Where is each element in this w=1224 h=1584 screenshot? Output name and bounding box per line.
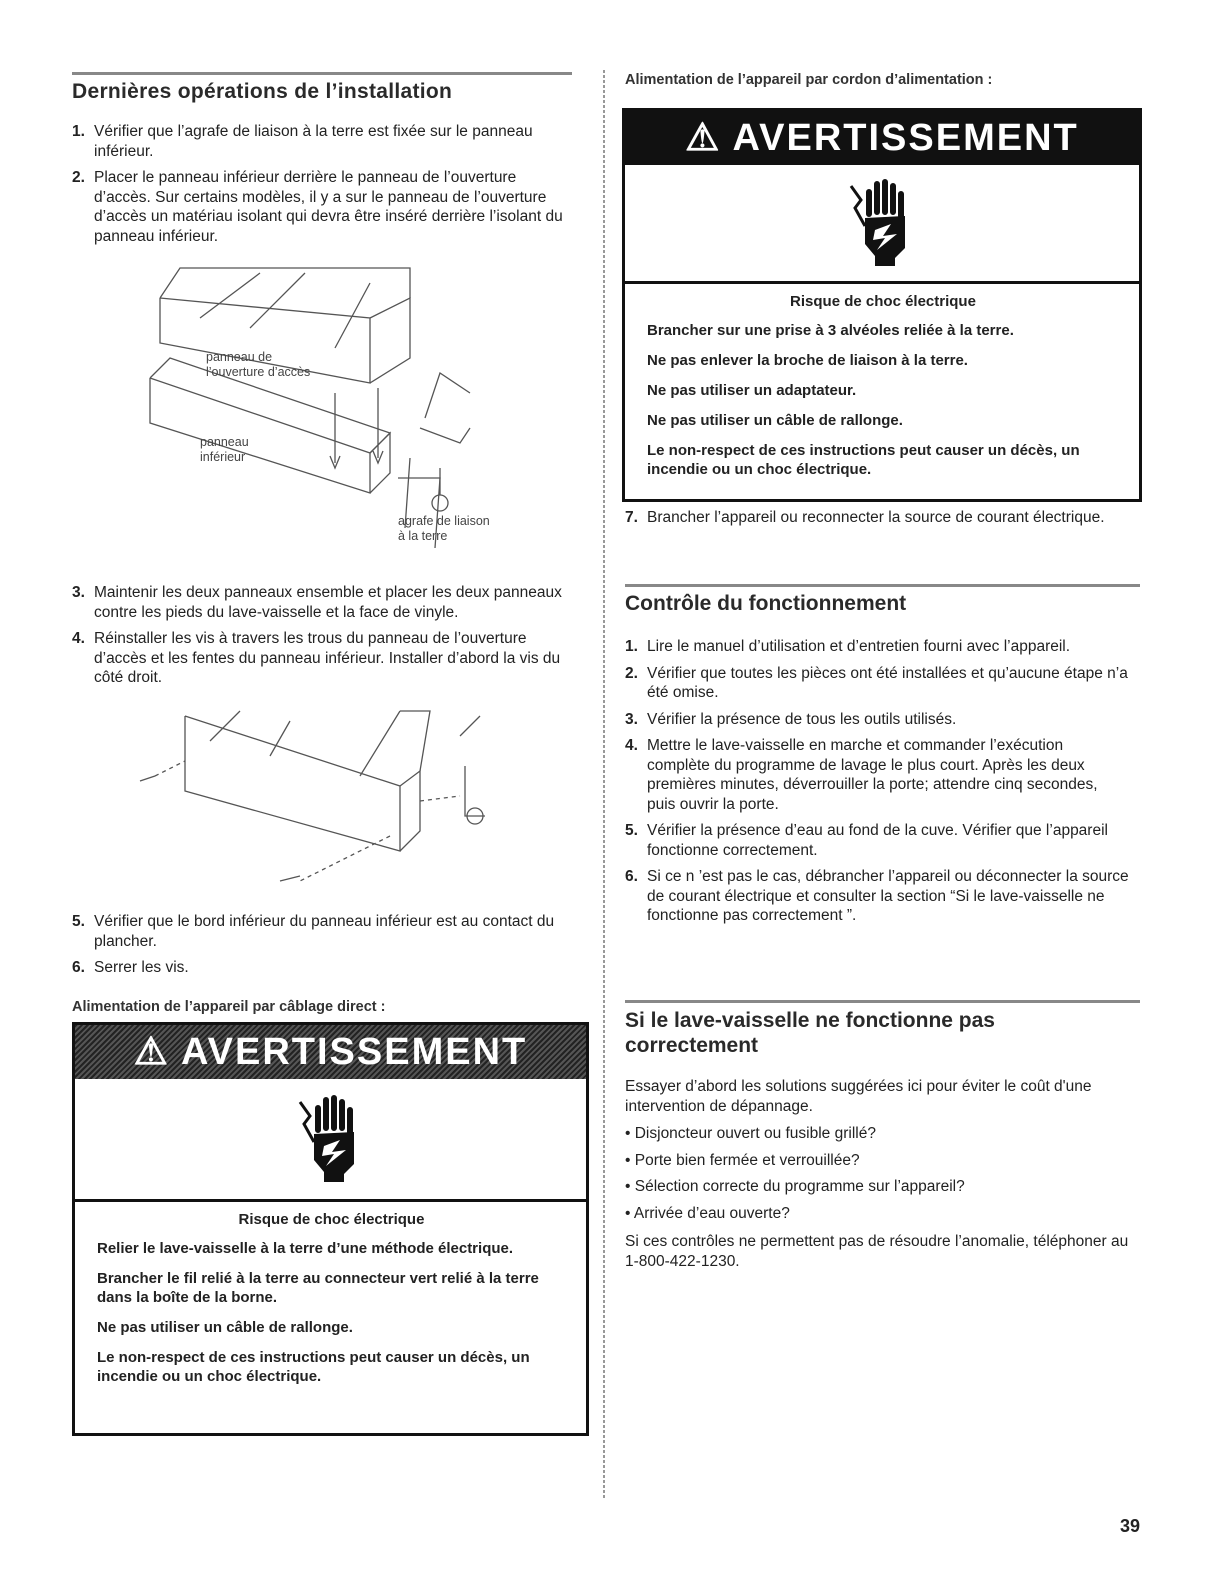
warning-line: Le non-respect de ces instructions peut causer un décès, un incendie ou un choc électrique. — [647, 442, 1080, 478]
list-item: 2. Vérifier que toutes les pièces ont été installées et qu’aucune étape n’a été omise. — [625, 664, 1128, 701]
step-7-list — [625, 508, 1130, 535]
list-item: 4. Réinstaller les vis à travers les trous du panneau de l’ouverture d’accès et les fentes du panneau inférieur. Installer d’abord la vis du côté droit. — [72, 630, 561, 686]
list-item: • Sélection correcte du programme sur l’appareil? — [625, 1178, 965, 1195]
subhead-direct-wiring: Alimentation de l’appareil par câblage direct : — [72, 999, 386, 1015]
section-rule — [72, 72, 572, 75]
warning-line: Ne pas utiliser un câble de rallonge. — [647, 412, 903, 429]
list-item: 3. Maintenir les deux panneaux ensemble et placer les deux panneaux contre les pieds du lave-vaisselle et la face de vinyle. — [72, 584, 562, 621]
section-title-operation-check: Contrôle du fonctionnement — [625, 592, 907, 615]
label-lower-panel-2: inférieur — [200, 450, 246, 464]
label-access-panel-1: panneau de — [206, 350, 273, 364]
label-lower-panel-1: panneau — [200, 435, 249, 449]
list-item: 6. Si ce n ’est pas le cas, débrancher l’appareil ou déconnecter la source de courant électrique et consulter la section “Si le lave-vaisselle ne fonctionne pas correctement ”. — [625, 868, 1129, 924]
troubleshooting-bullets — [625, 1124, 1130, 1230]
section-title-final-operations: Dernières opérations de l’installation — [72, 80, 453, 103]
warning-title: Risque de choc électrique — [238, 1211, 425, 1228]
page-number: 39 — [1120, 1516, 1141, 1536]
list-item: 1. Lire le manuel d’utilisation et d’entretien fourni avec l’appareil. — [625, 638, 1071, 655]
electric-shock-hand-icon — [847, 178, 917, 268]
label-ground-clip-1: agrafe de liaison — [398, 514, 490, 528]
section-title-troubleshooting: Si le lave-vaisselle ne fonctionne pas correctement — [625, 1009, 995, 1057]
warning-title: Risque de choc électrique — [790, 293, 976, 310]
steps-list-b — [72, 583, 582, 695]
subhead-power-cord: Alimentation de l’appareil par cordon d’alimentation : — [625, 72, 993, 88]
warning-line: Brancher sur une prise à 3 alvéoles reliée à la terre. — [647, 322, 1014, 339]
warning-line: Ne pas enlever la broche de liaison à la terre. — [647, 352, 968, 369]
operation-check-steps — [625, 637, 1130, 933]
warning-text — [625, 284, 1139, 494]
electric-shock-hand-icon — [296, 1094, 366, 1184]
list-item: 5. Vérifier que le bord inférieur du panneau inférieur est au contact du plancher. — [72, 913, 555, 950]
shock-hazard-row — [625, 165, 1139, 284]
warning-line: Brancher le fil relié à la terre au connecteur vert relié à la terre dans la boîte de la borne. — [97, 1270, 539, 1306]
troubleshooting-intro: Essayer d’abord les solutions suggérées ici pour éviter le coût d'une intervention de dépannage. — [625, 1078, 1092, 1115]
warning-box-direct-wiring — [72, 1022, 589, 1436]
warning-text — [75, 1202, 586, 1401]
column-divider — [603, 70, 605, 1498]
steps-list-a — [72, 122, 572, 253]
shock-hazard-row — [75, 1079, 586, 1202]
list-item: 5. Vérifier la présence d’eau au fond de la cuve. Vérifier que l’appareil fonctionne correctement. — [625, 822, 1108, 859]
warning-line: Relier le lave-vaisselle à la terre d’une méthode électrique. — [97, 1240, 514, 1257]
section-rule — [625, 584, 1140, 587]
warning-line: Ne pas utiliser un adaptateur. — [647, 382, 857, 399]
panel-assembly-figure — [140, 258, 520, 558]
label-access-panel-2: l’ouverture d’accès — [206, 365, 311, 379]
list-item: • Disjoncteur ouvert ou fusible grillé? — [625, 1125, 876, 1142]
warning-line: Le non-respect de ces instructions peut causer un décès, un incendie ou un choc électrique. — [97, 1349, 530, 1385]
warning-banner: ⚠ AVERTISSEMENT — [75, 1025, 586, 1079]
warning-triangle-icon: ⚠ — [685, 117, 722, 159]
list-item: • Porte bien fermée et verrouillée? — [625, 1151, 860, 1169]
section-rule — [625, 1000, 1140, 1003]
list-item: 2. Placer le panneau inférieur derrière le panneau de l’ouverture d’accès. Sur certains modèles, il y a sur le panneau de l’ouverture d’accès un matériau isolant qui devra être inséré derrière l’isolant du panneau inférieur. — [72, 169, 563, 245]
steps-list-c — [72, 912, 582, 985]
warning-triangle-icon: ⚠ — [133, 1031, 170, 1073]
warning-banner: ⚠ AVERTISSEMENT — [625, 111, 1139, 165]
warning-line: Ne pas utiliser un câble de rallonge. — [97, 1319, 353, 1336]
list-item: 3. Vérifier la présence de tous les outils utilisés. — [625, 710, 957, 728]
warning-box-power-cord — [622, 108, 1142, 502]
label-ground-clip-2: à la terre — [398, 529, 448, 543]
list-item: 1. Vérifier que l’agrafe de liaison à la terre est fixée sur le panneau inférieur. — [72, 123, 533, 160]
list-item: 7. Brancher l’appareil ou reconnecter la source de courant électrique. — [625, 509, 1105, 526]
screw-installation-figure — [130, 706, 530, 896]
list-item: • Arrivée d’eau ouverte? — [625, 1204, 790, 1222]
list-item: 4. Mettre le lave-vaisselle en marche et commander l’exécution complète du programme de lavage le plus court. Après les deux premières minutes, déverrouiller la porte; attendre cinq secondes, puis ouvrir la porte. — [625, 737, 1098, 813]
list-item: 6. Serrer les vis. — [72, 959, 189, 976]
troubleshooting-outro: Si ces contrôles ne permettent pas de résoudre l’anomalie, téléphoner au 1-800-422-1230. — [625, 1233, 1129, 1270]
